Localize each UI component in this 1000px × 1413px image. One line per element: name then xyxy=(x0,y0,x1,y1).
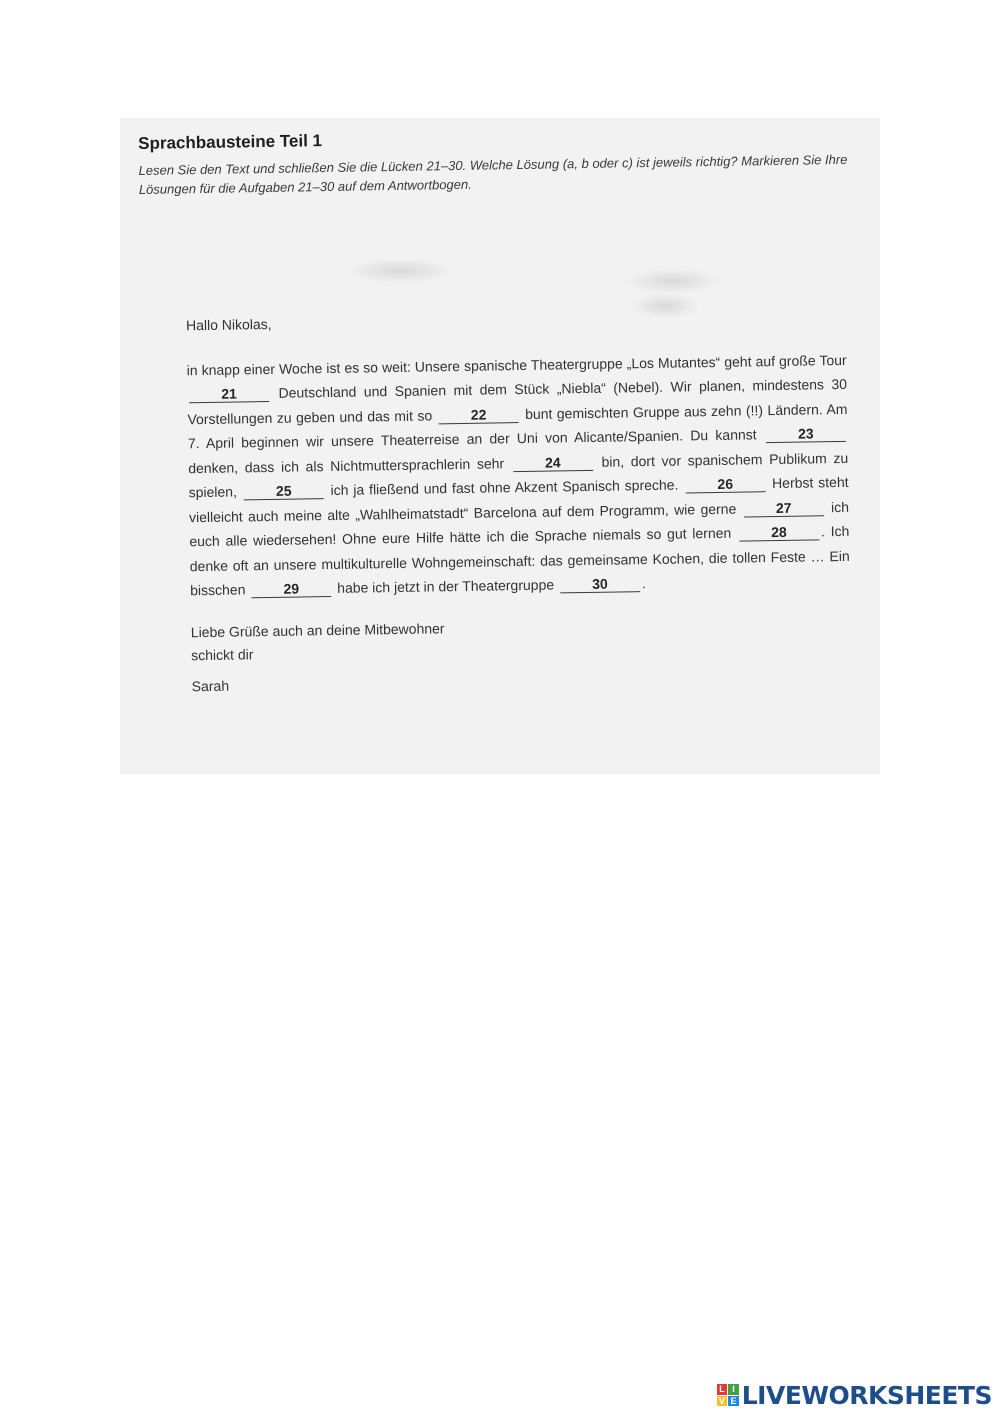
brand-name: LIVEWORKSHEETS xyxy=(741,1380,992,1410)
liveworksheets-branding xyxy=(717,1381,992,1409)
logo-letter: E xyxy=(728,1396,739,1407)
letter-body xyxy=(187,347,851,602)
closing-line: schickt dir xyxy=(191,645,254,663)
letter-text: Herbst steht vielleicht auch meine alte „Wahlheimatstadt“ Barcelona auf dem Programm, wie gerne xyxy=(188,473,849,525)
gap-22: 22 xyxy=(439,406,519,424)
letter-signature: Sarah xyxy=(191,677,230,694)
scan-smudge xyxy=(345,258,455,284)
gap-30: 30 xyxy=(560,575,640,593)
liveworksheets-logo-icon xyxy=(717,1384,739,1406)
worksheet-content xyxy=(138,123,850,694)
letter-text: . xyxy=(641,575,646,592)
letter-text: Deutschland und Spanien mit dem Stück „Niebla“ (Nebel). Wir planen, mindestens 30 Vorstellungen zu geben und das mit so xyxy=(187,375,848,427)
gap-26: 26 xyxy=(685,475,765,493)
letter-text: . Ich denke oft an unsere multikulturelle Wohngemeinschaft: das gemeinsame Kochen, die tollen Feste … Ein bisschen xyxy=(189,522,850,599)
gap-27: 27 xyxy=(744,499,824,517)
letter-text: denken, dass ich als Nichtmuttersprachlerin sehr xyxy=(188,454,511,476)
logo-letter: L xyxy=(717,1384,728,1395)
letter-greeting: Hallo Nikolas, xyxy=(185,315,272,334)
logo-letter: I xyxy=(728,1384,739,1395)
gap-24: 24 xyxy=(513,453,593,471)
scan-smudge xyxy=(625,268,720,294)
gap-29: 29 xyxy=(251,580,331,598)
letter-text: ich ja fließend und fast ohne Akzent Spanisch spreche. xyxy=(325,476,684,499)
gap-21: 21 xyxy=(189,385,269,403)
letter-text: bunt gemischten Gruppe aus zehn (!!) Ländern. Am 7. April beginnen wir unsere Theaterreise an der Uni von Alicante/Spanien. Du kannst xyxy=(187,400,848,452)
gap-25: 25 xyxy=(244,482,324,500)
letter-closing xyxy=(191,610,852,697)
gap-23: 23 xyxy=(766,425,846,443)
worksheet-title: Sprachbausteine Teil 1 xyxy=(138,131,323,153)
letter xyxy=(186,303,852,698)
logo-letter: V xyxy=(717,1396,728,1407)
letter-text: ich euch alle wiedersehen! Ohne eure Hilfe hätte ich die Sprache niemals so gut lernen xyxy=(189,498,850,550)
worksheet-instructions: Lesen Sie den Text und schließen Sie die Lücken 21–30. Welche Lösung (a, b oder c) ist jeweils richtig? Markieren Sie Ihre Lösungen für die Aufgaben 21–30 auf dem Antwortbogen. xyxy=(138,151,848,197)
letter-text: in knapp einer Woche ist es so weit: Unsere spanische Theatergruppe „Los Mutantes“ geht auf große Tour xyxy=(186,351,847,378)
letter-text: habe ich jetzt in der Theatergruppe xyxy=(333,576,559,596)
scanned-worksheet xyxy=(120,118,880,774)
closing-line: Liebe Grüße auch an deine Mitbewohner xyxy=(190,619,445,640)
gap-28: 28 xyxy=(739,523,819,541)
letter-text: bin, dort vor spanischem Publikum zu spielen, xyxy=(188,449,849,501)
